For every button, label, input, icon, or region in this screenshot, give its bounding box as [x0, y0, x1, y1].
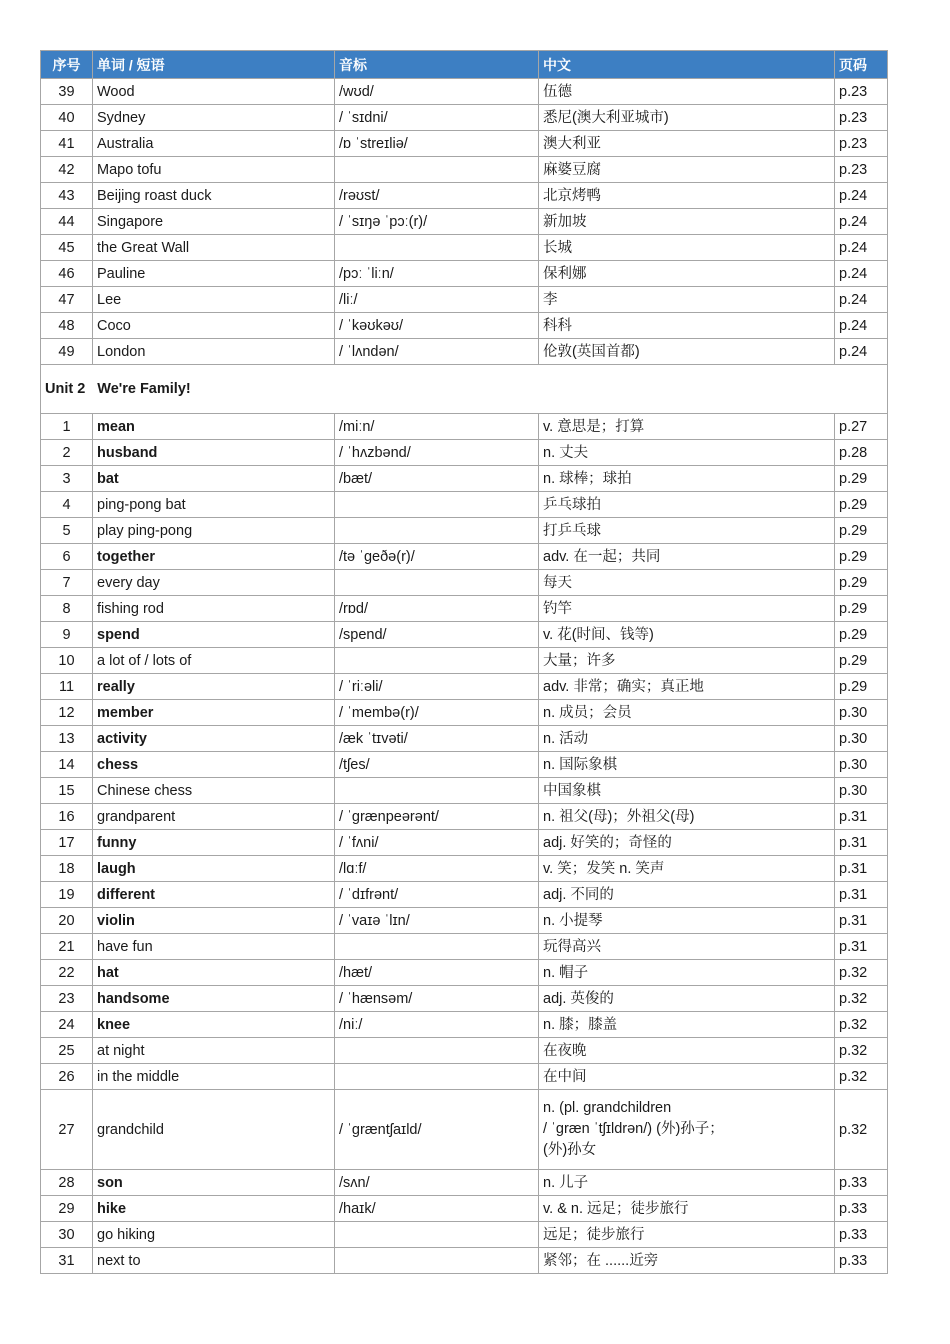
row-page: p.32 — [835, 1090, 888, 1170]
row-page: p.30 — [835, 778, 888, 804]
row-number: 39 — [41, 79, 93, 105]
row-word: Coco — [93, 313, 335, 339]
row-phonetic — [335, 570, 539, 596]
row-chinese: v. 花(时间、钱等) — [539, 622, 835, 648]
table-row — [41, 544, 888, 570]
row-chinese: n. 丈夫 — [539, 440, 835, 466]
row-number: 17 — [41, 830, 93, 856]
row-chinese: 保利娜 — [539, 261, 835, 287]
row-chinese: v. & n. 远足；徒步旅行 — [539, 1196, 835, 1222]
table-row — [41, 105, 888, 131]
row-word: a lot of / lots of — [93, 648, 335, 674]
header-page: 页码 — [835, 51, 888, 79]
table-row — [41, 261, 888, 287]
table-row — [41, 674, 888, 700]
table-row — [41, 804, 888, 830]
row-number: 30 — [41, 1222, 93, 1248]
unit2-heading-section — [41, 365, 888, 414]
row-page: p.31 — [835, 830, 888, 856]
row-number: 4 — [41, 492, 93, 518]
unit-title: Unit 2 — [45, 381, 86, 397]
row-chinese: 每天 — [539, 570, 835, 596]
row-page: p.24 — [835, 313, 888, 339]
row-phonetic: / ˈmembə(r)/ — [335, 700, 539, 726]
row-number: 8 — [41, 596, 93, 622]
row-word: have fun — [93, 934, 335, 960]
table-row — [41, 1012, 888, 1038]
row-page: p.27 — [835, 414, 888, 440]
row-chinese: 钓竿 — [539, 596, 835, 622]
row-word: play ping-pong — [93, 518, 335, 544]
table-row — [41, 235, 888, 261]
row-word: the Great Wall — [93, 235, 335, 261]
row-page: p.29 — [835, 544, 888, 570]
row-number: 1 — [41, 414, 93, 440]
row-page: p.23 — [835, 131, 888, 157]
row-number: 15 — [41, 778, 93, 804]
row-number: 28 — [41, 1170, 93, 1196]
table-row — [41, 622, 888, 648]
row-chinese: 大量；许多 — [539, 648, 835, 674]
row-chinese-line: n. (pl. grandchildren — [543, 1100, 672, 1116]
row-phonetic: /haɪk/ — [335, 1196, 539, 1222]
table-row — [41, 726, 888, 752]
row-page: p.32 — [835, 986, 888, 1012]
row-chinese: n. 成员；会员 — [539, 700, 835, 726]
row-number: 21 — [41, 934, 93, 960]
row-number: 3 — [41, 466, 93, 492]
table-row — [41, 209, 888, 235]
row-word: activity — [93, 726, 335, 752]
row-number: 9 — [41, 622, 93, 648]
table-row — [41, 1090, 888, 1170]
table-row — [41, 648, 888, 674]
table-row — [41, 339, 888, 365]
table-row — [41, 700, 888, 726]
table-row — [41, 414, 888, 440]
row-page: p.32 — [835, 1064, 888, 1090]
row-chinese: n. 国际象棋 — [539, 752, 835, 778]
row-word: ping-pong bat — [93, 492, 335, 518]
row-phonetic: / ˈɡræntʃaɪld/ — [335, 1090, 539, 1170]
row-page: p.31 — [835, 856, 888, 882]
row-phonetic: /tə ˈɡeðə(r)/ — [335, 544, 539, 570]
row-page: p.33 — [835, 1222, 888, 1248]
table-row — [41, 518, 888, 544]
row-number: 2 — [41, 440, 93, 466]
row-number: 16 — [41, 804, 93, 830]
table-header — [41, 51, 888, 79]
table-row — [41, 830, 888, 856]
row-phonetic: /pɔː ˈliːn/ — [335, 261, 539, 287]
row-number: 23 — [41, 986, 93, 1012]
row-word: son — [93, 1170, 335, 1196]
row-number: 22 — [41, 960, 93, 986]
row-word: chess — [93, 752, 335, 778]
unit-heading — [41, 365, 888, 414]
row-word: bat — [93, 466, 335, 492]
row-number: 46 — [41, 261, 93, 287]
row-page: p.23 — [835, 105, 888, 131]
row-number: 5 — [41, 518, 93, 544]
row-chinese: 玩得高兴 — [539, 934, 835, 960]
header-row — [41, 51, 888, 79]
row-page: p.24 — [835, 235, 888, 261]
row-page: p.29 — [835, 596, 888, 622]
table-row — [41, 157, 888, 183]
row-number: 49 — [41, 339, 93, 365]
row-phonetic: /rəʊst/ — [335, 183, 539, 209]
header-number: 序号 — [41, 51, 93, 79]
table-row — [41, 596, 888, 622]
row-word: mean — [93, 414, 335, 440]
row-page: p.32 — [835, 960, 888, 986]
unit-heading-row — [41, 365, 888, 414]
row-chinese: 新加坡 — [539, 209, 835, 235]
row-page: p.33 — [835, 1170, 888, 1196]
row-phonetic — [335, 1222, 539, 1248]
table-row — [41, 908, 888, 934]
row-phonetic: /miːn/ — [335, 414, 539, 440]
table-row — [41, 856, 888, 882]
row-phonetic: / ˈriːəli/ — [335, 674, 539, 700]
row-number: 47 — [41, 287, 93, 313]
row-word: funny — [93, 830, 335, 856]
row-chinese-line: (外)孙女 — [543, 1142, 597, 1158]
row-phonetic: /liː/ — [335, 287, 539, 313]
row-word: next to — [93, 1248, 335, 1274]
row-phonetic — [335, 518, 539, 544]
row-phonetic — [335, 1064, 539, 1090]
row-number: 48 — [41, 313, 93, 339]
row-word: in the middle — [93, 1064, 335, 1090]
row-word: hike — [93, 1196, 335, 1222]
row-phonetic — [335, 648, 539, 674]
row-number: 25 — [41, 1038, 93, 1064]
table-row — [41, 1038, 888, 1064]
row-word: Wood — [93, 79, 335, 105]
table-row — [41, 287, 888, 313]
row-number: 26 — [41, 1064, 93, 1090]
row-page: p.29 — [835, 492, 888, 518]
table-row — [41, 313, 888, 339]
row-page: p.31 — [835, 934, 888, 960]
row-page: p.30 — [835, 700, 888, 726]
row-phonetic: / ˈdɪfrənt/ — [335, 882, 539, 908]
header-phonetic: 音标 — [335, 51, 539, 79]
row-page: p.24 — [835, 209, 888, 235]
row-chinese: adj. 好笑的；奇怪的 — [539, 830, 835, 856]
row-page: p.24 — [835, 183, 888, 209]
table-row — [41, 466, 888, 492]
row-chinese: 科科 — [539, 313, 835, 339]
header-chinese: 中文 — [539, 51, 835, 79]
row-word: really — [93, 674, 335, 700]
row-chinese: 伍德 — [539, 79, 835, 105]
row-chinese: n. 祖父(母)；外祖父(母) — [539, 804, 835, 830]
row-word: violin — [93, 908, 335, 934]
row-number: 27 — [41, 1090, 93, 1170]
table-row — [41, 1064, 888, 1090]
row-number: 13 — [41, 726, 93, 752]
row-page: p.31 — [835, 908, 888, 934]
row-word: grandchild — [93, 1090, 335, 1170]
row-phonetic — [335, 934, 539, 960]
row-page: p.30 — [835, 752, 888, 778]
table-row — [41, 1248, 888, 1274]
row-phonetic: /tʃes/ — [335, 752, 539, 778]
table-row — [41, 778, 888, 804]
row-word: Beijing roast duck — [93, 183, 335, 209]
row-page: p.33 — [835, 1248, 888, 1274]
row-page: p.23 — [835, 79, 888, 105]
row-phonetic — [335, 1248, 539, 1274]
row-chinese: 李 — [539, 287, 835, 313]
row-chinese: adv. 在一起；共同 — [539, 544, 835, 570]
table-row — [41, 986, 888, 1012]
row-word: handsome — [93, 986, 335, 1012]
table-row — [41, 1170, 888, 1196]
row-chinese: 澳大利亚 — [539, 131, 835, 157]
row-number: 6 — [41, 544, 93, 570]
row-word: Chinese chess — [93, 778, 335, 804]
row-chinese: n. 帽子 — [539, 960, 835, 986]
table-row — [41, 183, 888, 209]
row-number: 14 — [41, 752, 93, 778]
row-page: p.29 — [835, 570, 888, 596]
row-chinese-line: / ˈɡræn ˈtʃɪldrən/) (外)孙子； — [543, 1121, 724, 1137]
row-phonetic: /bæt/ — [335, 466, 539, 492]
row-phonetic — [335, 778, 539, 804]
row-word: spend — [93, 622, 335, 648]
row-page: p.32 — [835, 1038, 888, 1064]
row-page: p.31 — [835, 804, 888, 830]
row-number: 43 — [41, 183, 93, 209]
row-phonetic: /æk ˈtɪvəti/ — [335, 726, 539, 752]
row-word: different — [93, 882, 335, 908]
row-number: 40 — [41, 105, 93, 131]
row-chinese: v. 意思是；打算 — [539, 414, 835, 440]
row-word: Sydney — [93, 105, 335, 131]
table-row — [41, 131, 888, 157]
row-page: p.23 — [835, 157, 888, 183]
row-chinese: n. 活动 — [539, 726, 835, 752]
row-phonetic: /wʊd/ — [335, 79, 539, 105]
row-number: 20 — [41, 908, 93, 934]
row-phonetic: /spend/ — [335, 622, 539, 648]
table-row — [41, 440, 888, 466]
table-row — [41, 960, 888, 986]
row-page: p.29 — [835, 622, 888, 648]
row-number: 18 — [41, 856, 93, 882]
row-chinese: 长城 — [539, 235, 835, 261]
row-chinese: v. 笑；发笑 n. 笑声 — [539, 856, 835, 882]
row-word: Singapore — [93, 209, 335, 235]
row-page: p.24 — [835, 339, 888, 365]
row-chinese: n. 小提琴 — [539, 908, 835, 934]
row-page: p.29 — [835, 674, 888, 700]
row-word: Mapo tofu — [93, 157, 335, 183]
row-number: 42 — [41, 157, 93, 183]
row-chinese: 打乒乓球 — [539, 518, 835, 544]
row-number: 7 — [41, 570, 93, 596]
table-row — [41, 1222, 888, 1248]
row-chinese: adj. 不同的 — [539, 882, 835, 908]
row-chinese: n. 球棒；球拍 — [539, 466, 835, 492]
row-page: p.28 — [835, 440, 888, 466]
row-chinese: 北京烤鸭 — [539, 183, 835, 209]
row-chinese: 远足；徒步旅行 — [539, 1222, 835, 1248]
row-word: fishing rod — [93, 596, 335, 622]
row-phonetic: / ˈfʌni/ — [335, 830, 539, 856]
table-row — [41, 934, 888, 960]
row-page: p.33 — [835, 1196, 888, 1222]
row-page: p.31 — [835, 882, 888, 908]
row-phonetic: / ˈhʌzbənd/ — [335, 440, 539, 466]
row-word: London — [93, 339, 335, 365]
row-phonetic: /sʌn/ — [335, 1170, 539, 1196]
row-chinese: n. 儿子 — [539, 1170, 835, 1196]
row-page: p.32 — [835, 1012, 888, 1038]
row-phonetic: /ɒ ˈstreɪliə/ — [335, 131, 539, 157]
row-number: 29 — [41, 1196, 93, 1222]
row-chinese: adv. 非常；确实；真正地 — [539, 674, 835, 700]
row-phonetic: /lɑːf/ — [335, 856, 539, 882]
row-number: 11 — [41, 674, 93, 700]
row-chinese: 伦敦(英国首都) — [539, 339, 835, 365]
row-chinese: 在中间 — [539, 1064, 835, 1090]
row-phonetic: / ˈsɪŋə ˈpɔː(r)/ — [335, 209, 539, 235]
row-word: every day — [93, 570, 335, 596]
row-chinese: 中国象棋 — [539, 778, 835, 804]
row-word: go hiking — [93, 1222, 335, 1248]
table-row — [41, 570, 888, 596]
row-chinese: 麻婆豆腐 — [539, 157, 835, 183]
row-phonetic — [335, 235, 539, 261]
row-word: Lee — [93, 287, 335, 313]
row-number: 12 — [41, 700, 93, 726]
row-chinese: 在夜晚 — [539, 1038, 835, 1064]
row-page: p.24 — [835, 287, 888, 313]
table-row — [41, 1196, 888, 1222]
row-phonetic — [335, 492, 539, 518]
row-number: 44 — [41, 209, 93, 235]
row-phonetic: /hæt/ — [335, 960, 539, 986]
table-row — [41, 79, 888, 105]
row-phonetic: / ˈhænsəm/ — [335, 986, 539, 1012]
unit2-rows — [41, 414, 888, 1274]
row-phonetic: / ˈlʌndən/ — [335, 339, 539, 365]
row-chinese — [539, 1090, 835, 1170]
row-number: 45 — [41, 235, 93, 261]
row-number: 41 — [41, 131, 93, 157]
row-word: member — [93, 700, 335, 726]
row-chinese: 悉尼(澳大利亚城市) — [539, 105, 835, 131]
row-word: together — [93, 544, 335, 570]
row-word: husband — [93, 440, 335, 466]
row-chinese: 紧邻；在 ......近旁 — [539, 1248, 835, 1274]
row-phonetic: / ˈɡrænpeərənt/ — [335, 804, 539, 830]
row-word: laugh — [93, 856, 335, 882]
row-chinese: adj. 英俊的 — [539, 986, 835, 1012]
row-page: p.30 — [835, 726, 888, 752]
row-phonetic — [335, 157, 539, 183]
unit-subtitle: We're Family! — [97, 381, 191, 397]
row-chinese: 乒乓球拍 — [539, 492, 835, 518]
row-phonetic: / ˈvaɪə ˈlɪn/ — [335, 908, 539, 934]
vocabulary-table — [40, 50, 888, 1274]
row-word: knee — [93, 1012, 335, 1038]
row-number: 10 — [41, 648, 93, 674]
row-phonetic: / ˈkəʊkəʊ/ — [335, 313, 539, 339]
header-word: 单词 / 短语 — [93, 51, 335, 79]
row-number: 24 — [41, 1012, 93, 1038]
row-word: Pauline — [93, 261, 335, 287]
row-number: 31 — [41, 1248, 93, 1274]
table-row — [41, 492, 888, 518]
row-page: p.24 — [835, 261, 888, 287]
row-phonetic: / ˈsɪdni/ — [335, 105, 539, 131]
table-row — [41, 882, 888, 908]
row-word: at night — [93, 1038, 335, 1064]
row-page: p.29 — [835, 648, 888, 674]
row-page: p.29 — [835, 466, 888, 492]
row-chinese: n. 膝；膝盖 — [539, 1012, 835, 1038]
table-row — [41, 752, 888, 778]
row-phonetic — [335, 1038, 539, 1064]
unit1-rows — [41, 79, 888, 365]
row-word: hat — [93, 960, 335, 986]
row-word: Australia — [93, 131, 335, 157]
row-number: 19 — [41, 882, 93, 908]
row-word: grandparent — [93, 804, 335, 830]
row-phonetic: /niː/ — [335, 1012, 539, 1038]
row-page: p.29 — [835, 518, 888, 544]
row-phonetic: /rɒd/ — [335, 596, 539, 622]
